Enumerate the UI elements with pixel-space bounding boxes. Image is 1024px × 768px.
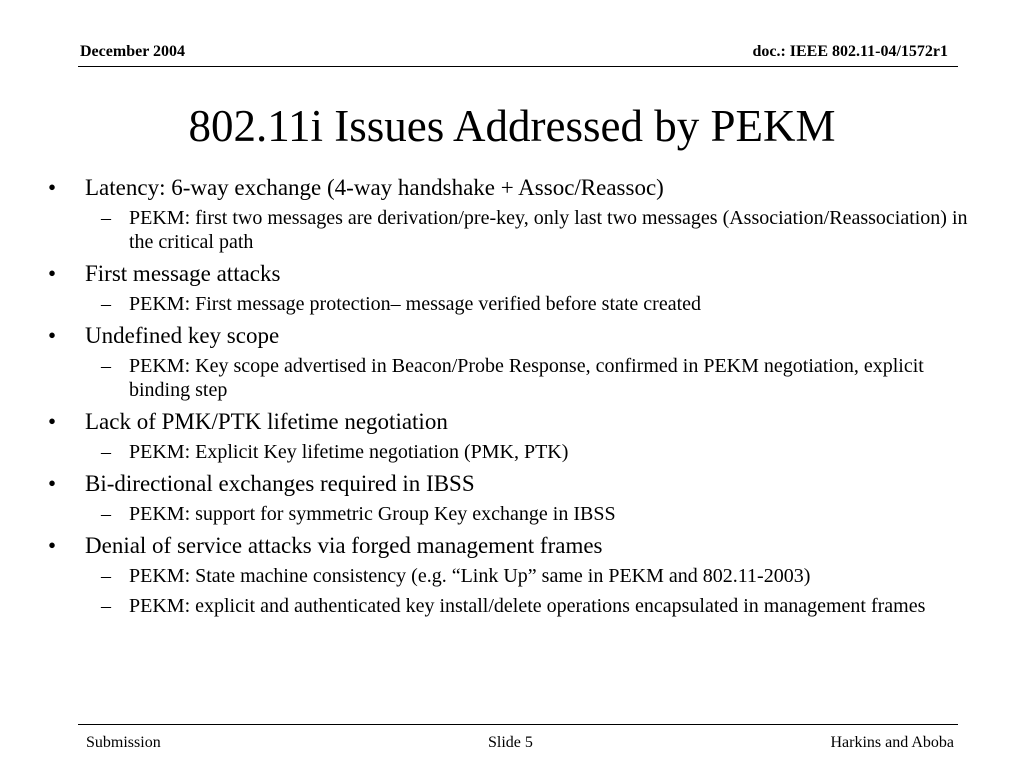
sub-bullet-item xyxy=(48,594,968,618)
sub-bullet-marker: – xyxy=(101,441,111,463)
sub-bullet-text: PEKM: explicit and authenticated key install/delete operations encapsulated in management frames xyxy=(129,595,926,617)
sub-bullet-item xyxy=(48,292,968,316)
sub-bullet-text: PEKM: Explicit Key lifetime negotiation (PMK, PTK) xyxy=(129,441,569,463)
sub-bullet-item xyxy=(48,440,968,464)
bullet-text: Lack of PMK/PTK lifetime negotiation xyxy=(85,409,448,434)
bullet-text: First message attacks xyxy=(85,261,281,286)
bullet-marker: • xyxy=(48,323,57,348)
footer-rule xyxy=(78,724,958,725)
sub-bullet-marker: – xyxy=(101,207,111,229)
bullet-marker: • xyxy=(48,471,57,496)
sub-bullet-text: PEKM: First message protection– message verified before state created xyxy=(129,293,702,315)
sub-bullet-text: PEKM: support for symmetric Group Key exchange in IBSS xyxy=(129,503,616,525)
bullet-text: Undefined key scope xyxy=(85,323,280,348)
sub-bullet-item xyxy=(48,354,968,402)
sub-bullet-marker: – xyxy=(101,355,111,377)
bullet-text: Denial of service attacks via forged management frames xyxy=(85,533,603,558)
header-doc-id: doc.: IEEE 802.11-04/1572r1 xyxy=(752,43,948,60)
bullet-text: Bi-directional exchanges required in IBSS xyxy=(85,471,475,496)
bullet-item xyxy=(48,532,968,560)
bullet-marker: • xyxy=(48,261,57,286)
sub-bullet-marker: – xyxy=(101,595,111,617)
bullet-marker: • xyxy=(48,175,57,200)
bullet-item xyxy=(48,470,968,498)
bullet-item xyxy=(48,322,968,350)
slide-title: 802.11i Issues Addressed by PEKM xyxy=(188,101,836,151)
sub-bullet-item xyxy=(48,206,968,254)
footer-authors: Harkins and Aboba xyxy=(830,734,954,751)
sub-bullet-marker: – xyxy=(101,503,111,525)
sub-bullet-marker: – xyxy=(101,293,111,315)
sub-bullet-item xyxy=(48,502,968,526)
sub-bullet-item xyxy=(48,564,968,588)
bullet-text: Latency: 6-way exchange (4-way handshake + Assoc/Reassoc) xyxy=(85,175,664,200)
bullet-marker: • xyxy=(48,533,57,558)
bullet-item xyxy=(48,260,968,288)
footer-submission: Submission xyxy=(86,734,161,751)
slide-content xyxy=(48,174,968,624)
header-rule xyxy=(78,66,958,67)
bullet-item xyxy=(48,174,968,202)
sub-bullet-marker: – xyxy=(101,565,111,587)
bullet-item xyxy=(48,408,968,436)
bullet-marker: • xyxy=(48,409,57,434)
sub-bullet-text: PEKM: first two messages are derivation/pre-key, only last two messages (Association/Reassociation) in the critical path xyxy=(129,207,968,253)
footer-slide-number: Slide 5 xyxy=(488,734,533,751)
header-date: December 2004 xyxy=(80,43,185,60)
sub-bullet-text: PEKM: Key scope advertised in Beacon/Probe Response, confirmed in PEKM negotiation, explicit binding step xyxy=(129,355,924,401)
sub-bullet-text: PEKM: State machine consistency (e.g. “Link Up” same in PEKM and 802.11-2003) xyxy=(129,565,811,587)
